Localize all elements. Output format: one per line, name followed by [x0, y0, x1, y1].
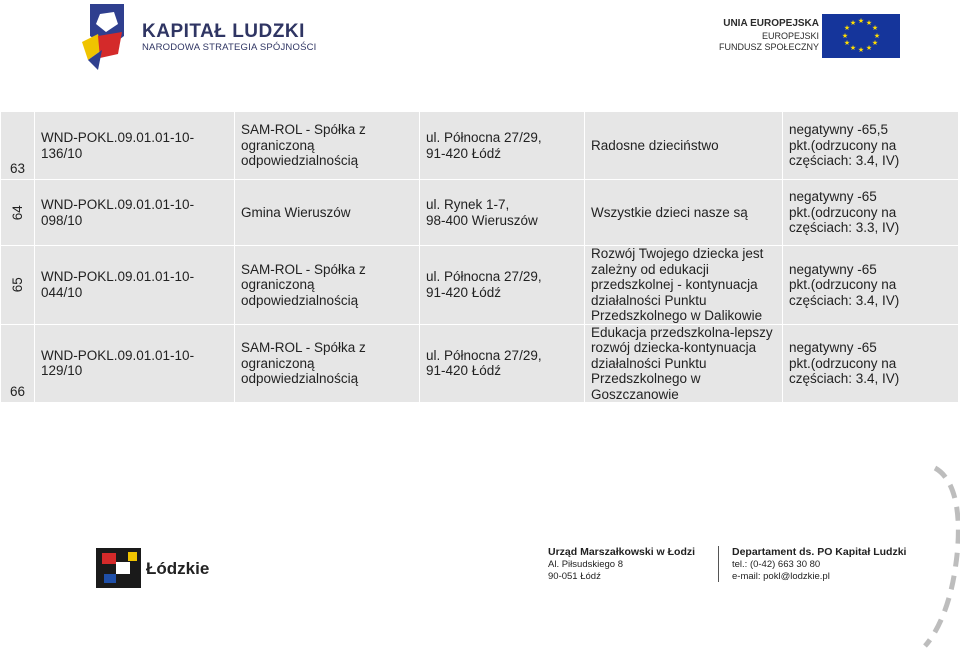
row-title: Radosne dzieciństwo	[585, 112, 783, 180]
svg-text:★: ★	[873, 32, 881, 40]
table-row	[1, 112, 959, 180]
office-address	[548, 546, 695, 584]
table-row	[1, 180, 959, 246]
eu-logo	[700, 12, 905, 62]
row-address: ul. Północna 27/29, 91-420 Łódź	[420, 246, 585, 325]
office-street: Al. Piłsudskiego 8	[548, 558, 623, 570]
svg-text:★: ★	[865, 19, 873, 27]
lodzkie-name: Łódzkie	[146, 559, 210, 578]
svg-text:★: ★	[857, 17, 865, 25]
row-result: negatywny -65,5 pkt.(odrzucony na częściach: 3.4, IV)	[783, 112, 959, 180]
row-code: WND-POKL.09.01.01-10-098/10	[35, 180, 235, 246]
row-title: Rozwój Twojego dziecka jest zależny od edukacji przedszkolnej - kontynuacja działalności Punktu Przedszkolnego w Dalikowie	[585, 246, 783, 325]
row-index: 65	[1, 246, 35, 325]
eu-line-1: UNIA EUROPEJSKA	[723, 18, 819, 29]
row-index: 64	[1, 180, 35, 246]
row-result: negatywny -65 pkt.(odrzucony na częściach: 3.3, IV)	[783, 180, 959, 246]
eu-line-3: FUNDUSZ SPOŁECZNY	[718, 42, 819, 52]
row-applicant: Gmina Wieruszów	[235, 180, 420, 246]
kapital-ludzki-subtitle: NARODOWA STRATEGIA SPÓJNOŚCI	[142, 42, 317, 53]
lodzkie-logo-icon	[96, 548, 141, 588]
department-contact	[732, 546, 906, 584]
table-row	[1, 324, 959, 403]
office-title: Urząd Marszałkowski w Łodzi	[548, 546, 696, 558]
row-applicant: SAM-ROL - Spółka z ograniczoną odpowiedzialnością	[235, 324, 420, 403]
department-phone: tel.: (0-42) 663 30 80	[732, 558, 821, 570]
row-address: ul. Północna 27/29, 91-420 Łódź	[420, 112, 585, 180]
kapital-ludzki-logo	[78, 2, 338, 72]
department-title: Departament ds. PO Kapitał Ludzki	[732, 546, 907, 558]
svg-text:★: ★	[843, 39, 851, 47]
svg-text:★: ★	[843, 24, 851, 32]
row-code: WND-POKL.09.01.01-10-136/10	[35, 112, 235, 180]
eu-line-2: EUROPEJSKI	[761, 31, 819, 41]
row-address: ul. Północna 27/29, 91-420 Łódź	[420, 324, 585, 403]
svg-text:★: ★	[849, 19, 857, 27]
row-result: negatywny -65 pkt.(odrzucony na częściach: 3.4, IV)	[783, 246, 959, 325]
office-city: 90-051 Łódź	[548, 571, 601, 582]
row-code: WND-POKL.09.01.01-10-044/10	[35, 246, 235, 325]
results-table	[0, 111, 958, 403]
row-applicant: SAM-ROL - Spółka z ograniczoną odpowiedzialnością	[235, 112, 420, 180]
svg-text:★: ★	[871, 39, 879, 47]
row-address: ul. Rynek 1-7, 98-400 Wieruszów	[420, 180, 585, 246]
row-index: 63	[1, 112, 35, 180]
kapital-ludzki-title: KAPITAŁ LUDZKI	[142, 21, 305, 42]
table-row	[1, 246, 959, 325]
eu-flag-icon	[822, 14, 900, 58]
decorative-swoosh-icon	[905, 460, 960, 650]
svg-text:★: ★	[871, 24, 879, 32]
row-result: negatywny -65 pkt.(odrzucony na częściach: 3.4, IV)	[783, 324, 959, 403]
row-index: 66	[1, 324, 35, 403]
row-applicant: SAM-ROL - Spółka z ograniczoną odpowiedzialnością	[235, 246, 420, 325]
row-title: Edukacja przedszkolna-lepszy rozwój dziecka-kontynuacja działalności Punktu Przedszkolnego w Goszczanowie	[585, 324, 783, 403]
department-email: e-mail: pokl@lodzkie.pl	[732, 571, 830, 582]
row-title: Wszystkie dzieci nasze są	[585, 180, 783, 246]
footer-divider	[718, 546, 719, 582]
svg-text:★: ★	[849, 44, 857, 52]
svg-text:★: ★	[865, 44, 873, 52]
row-code: WND-POKL.09.01.01-10-129/10	[35, 324, 235, 403]
svg-text:★: ★	[841, 32, 849, 40]
svg-text:★: ★	[857, 46, 865, 54]
kapital-ludzki-emblem-icon	[78, 2, 138, 72]
